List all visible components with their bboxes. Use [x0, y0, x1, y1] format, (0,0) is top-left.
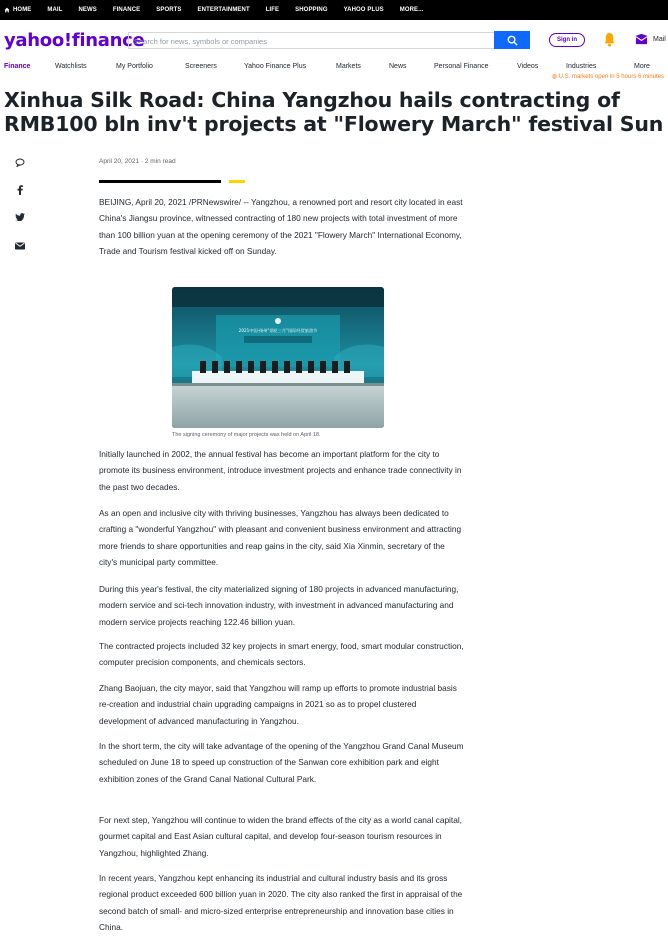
subnav-finance[interactable]: Finance [4, 63, 31, 70]
topnav-entertainment[interactable]: ENTERTAINMENT [197, 7, 250, 13]
article-paragraph-9: In recent years, Yangzhou kept enhancing its industrial and cultural industry basis and its gross regional product exceeded 600 billion yuan in 2020. The city also ranked the first in appraisal of the second batch of small- and micro-sized enterprise entrepreneurship and innovation base cities in China. [99, 873, 463, 933]
article-paragraph-3: As an open and inclusive city with thriving businesses, Yangzhou has always been dedicated to crafting a "wonderful Yangzhou" with pleasant and convenient business environment and attracting more friends to share opportunities and reap gains in the city, said Xia Xinmin, secretary of the city's municipal party committee. [99, 508, 462, 568]
article-paragraph-5: The contracted projects included 32 key projects in smart energy, food, smart modular construction, computer precision components, and chemicals sectors. [99, 641, 464, 668]
topnav-sports[interactable]: SPORTS [156, 7, 182, 13]
twitter-icon [15, 213, 25, 221]
subnav-my-portfolio[interactable]: My Portfolio [116, 63, 153, 70]
topnav-yahoo-plus[interactable]: YAHOO PLUS [343, 7, 384, 13]
topnav-mail[interactable]: MAIL [47, 7, 63, 13]
subnav-yahoo-finance-plus[interactable]: Yahoo Finance Plus [244, 63, 307, 70]
top-nav-bar [0, 0, 668, 20]
topnav-finance[interactable]: FINANCE [112, 7, 141, 13]
divider-black [99, 180, 221, 183]
article-paragraph-2: Initially launched in 2002, the annual festival has become an important platform for the city to promote its business environment, introduce investment projects and enhance trade connectivity in the past two decades. [99, 449, 462, 492]
divider-yellow [229, 180, 245, 183]
twitter-share-button[interactable] [13, 211, 27, 223]
article-paragraph-4: During this year's festival, the city materialized signing of 180 projects in advanced manufacturing, modern service and sci-tech innovation industry, with investment in advanced manufacturing and modern service projects reaching 122.46 billion yuan. [99, 584, 459, 627]
image-banner-text: 2021中国·扬州"烟花三月"国际经贸旅游节 [238, 328, 318, 333]
comment-icon [15, 158, 25, 167]
topnav-home-label: HOME [13, 7, 32, 13]
article-meta: April 20, 2021 · 2 min read [99, 158, 176, 165]
email-share-button[interactable] [13, 240, 27, 252]
comment-share-button[interactable] [13, 156, 27, 168]
market-status [552, 73, 664, 80]
market-status-text: U.S. markets open in 5 hours 6 minutes [558, 74, 664, 80]
mail-label[interactable]: Mail [653, 36, 666, 43]
facebook-icon [17, 185, 23, 195]
topnav-life[interactable]: LIFE [265, 7, 280, 13]
article-title: Xinhua Silk Road: China Yangzhou hails contracting of RMB100 bln inv't projects at "Flowery March" festival Sun [4, 88, 664, 136]
subnav-watchlists[interactable]: Watchlists [55, 63, 87, 70]
topnav-shopping[interactable]: SHOPPING [295, 7, 328, 13]
article-paragraph-1: BEIJING, April 20, 2021 /PRNewswire/ -- Yangzhou, a renowned port and resort city located in east China's Jiangsu province, witnessed contracting of 180 new projects with total investment of more than 100 billion yuan at the opening ceremony of the 2021 "Flowery March" International Economy, Trade and Tourism festival kicked off on Sunday. [99, 197, 463, 257]
mail-icon[interactable] [635, 33, 648, 46]
subnav-videos[interactable]: Videos [517, 63, 539, 70]
header [0, 20, 668, 60]
search-button[interactable] [494, 31, 530, 49]
sign-in-button[interactable]: Sign in [549, 33, 585, 47]
subnav-industries[interactable]: Industries [566, 63, 597, 70]
market-clock-icon: ◍ [551, 74, 559, 80]
article-image[interactable] [172, 287, 384, 428]
article-paragraph-7: In the short term, the city will take advantage of the opening of the Yangzhou Grand Canal Museum scheduled on June 18 to speed up construction of the Sanwan core exhibition park and eight exhibition zones of the Grand Canal National Cultural Park. [99, 741, 464, 784]
article-paragraph-8: For next step, Yangzhou will continue to widen the brand effects of the city as a world canal capital, gourmet capital and East Asian cultural capital, and develop four-season tourism resources in Yangzhou, highlighted Zhang. [99, 815, 462, 858]
home-icon [4, 7, 10, 13]
topnav-more[interactable]: MORE... [399, 7, 424, 13]
search-input[interactable]: Search for news, symbols or companies [128, 32, 494, 49]
yahoo-finance-logo[interactable]: yahoo!finance [4, 30, 145, 51]
topnav-home[interactable] [4, 7, 31, 13]
search-icon [507, 35, 518, 46]
subnav-personal-finance[interactable]: Personal Finance [434, 63, 489, 70]
article-paragraph-6: Zhang Baojuan, the city mayor, said that Yangzhou will ramp up efforts to promote industrial basis re-creation and industrial chain upgrading campaigns in 2021 so as to propel clustered development of advanced manufacturing in Yangzhou. [99, 683, 457, 726]
subnav-screeners[interactable]: Screeners [185, 63, 217, 70]
subnav-markets[interactable]: Markets [336, 63, 361, 70]
facebook-share-button[interactable] [13, 184, 27, 196]
subnav-news[interactable]: News [389, 63, 407, 70]
image-caption: The signing ceremony of major projects was held on April 18. [172, 432, 321, 438]
email-icon [15, 242, 25, 250]
subnav-more[interactable]: More [634, 63, 650, 70]
signing-ceremony-photo [172, 287, 384, 428]
topnav-news[interactable]: NEWS [78, 7, 97, 13]
notification-bell-icon[interactable] [603, 32, 616, 47]
